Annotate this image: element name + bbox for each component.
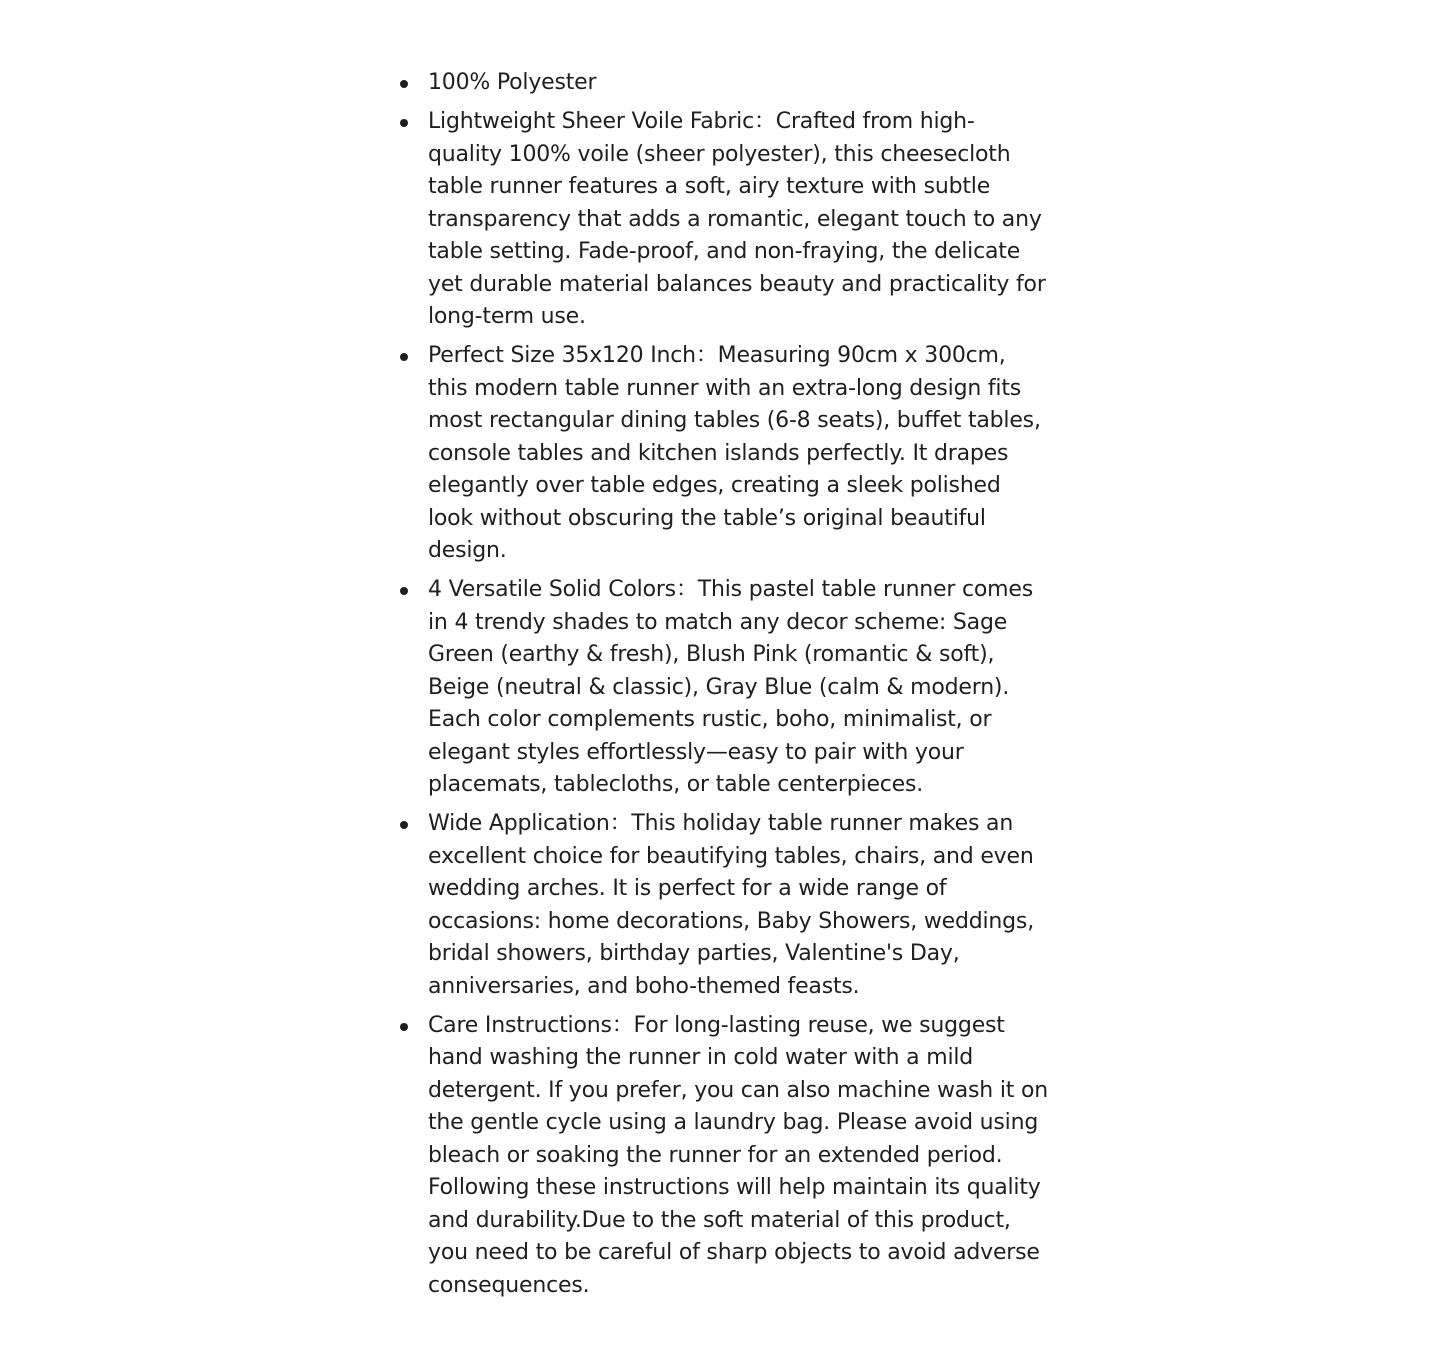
feature-text: 4 Versatile Solid Colors：This pastel table runner comes in 4 trendy shades to match any decor scheme: Sage Green (earthy & fresh), Blush Pink (romantic & soft), Beige (neutral & classic), Gray Blue (calm & modern). Each color complements rustic, boho, minimalist, or elegant styles effortlessly—easy to pair with your placemats, tablecloths, or table centerpieces. (428, 577, 1034, 797)
product-feature-list (398, 67, 1048, 1309)
feature-item-care (398, 1010, 1048, 1303)
feature-item-fabric (398, 106, 1048, 334)
feature-text: Perfect Size 35x120 Inch：Measuring 90cm x 300cm, this modern table runner with an extra-long design fits most rectangular dining tables (6-8 seats), buffet tables, console tables and kitchen islands perfectly. It drapes elegantly over table edges, creating a sleek polished look without obscuring the table’s original beautiful design. (428, 343, 1041, 563)
feature-item-application (398, 808, 1048, 1003)
feature-text: Wide Application：This holiday table runner makes an excellent choice for beautifying tables, chairs, and even wedding arches. It is perfect for a wide range of occasions: home decorations, Baby Showers, weddings, bridal showers, birthday parties, Valentine's Day, anniversaries, and boho-themed feasts. (428, 811, 1034, 999)
bullet-icon (400, 353, 408, 361)
feature-text: Lightweight Sheer Voile Fabric：Crafted from high-quality 100% voile (sheer polyester), this cheesecloth table runner features a soft, airy texture with subtle transparency that adds a romantic, elegant touch to any table setting. Fade-proof, and non-fraying, the delicate yet durable material balances beauty and practicality for long-term use. (428, 109, 1046, 329)
bullet-icon (400, 821, 408, 829)
feature-item-size (398, 340, 1048, 568)
bullet-icon (400, 80, 408, 88)
bullet-icon (400, 1023, 408, 1031)
feature-item-material (398, 67, 1048, 100)
bullet-icon (400, 587, 408, 595)
feature-item-colors (398, 574, 1048, 802)
bullet-icon (400, 119, 408, 127)
feature-text: 100% Polyester (428, 70, 597, 95)
feature-text: Care Instructions：For long-lasting reuse, we suggest hand washing the runner in cold water with a mild detergent. If you prefer, you can also machine wash it on the gentle cycle using a laundry bag. Please avoid using bleach or soaking the runner for an extended period. Following these instructions will help maintain its quality and durability.Due to the soft material of this product, you need to be careful of sharp objects to avoid adverse consequences. (428, 1012, 1048, 1298)
